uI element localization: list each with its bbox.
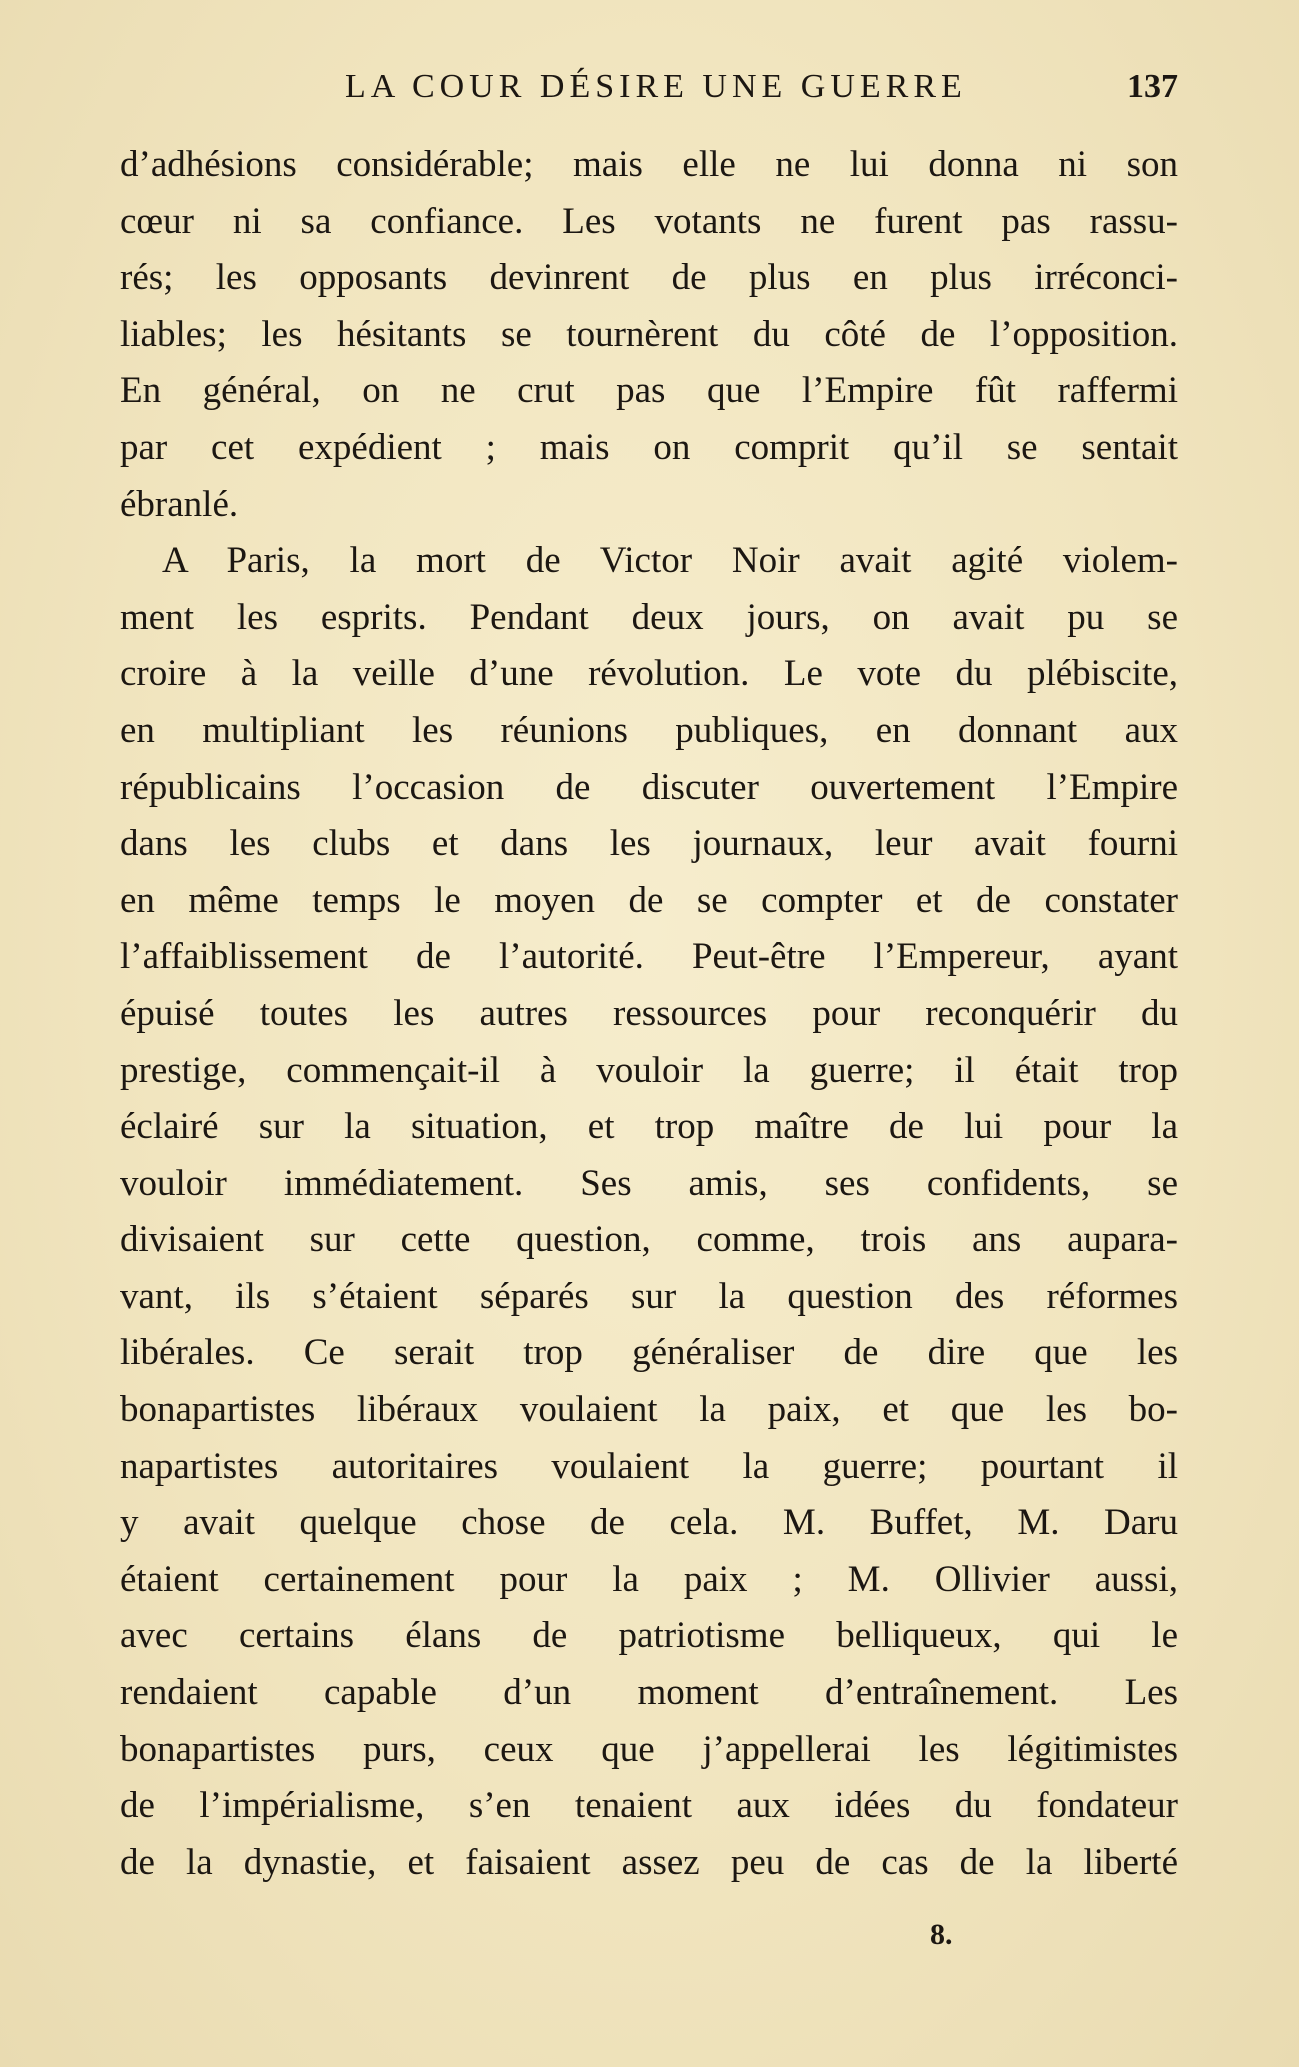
text-line: républicains l’occasion de discuter ouvertement l’Empire <box>120 766 1178 808</box>
text-line: épuisé toutes les autres ressources pour reconquérir du <box>120 992 1178 1034</box>
text-line: en même temps le moyen de se compter et de constater <box>120 879 1178 921</box>
text-line: croire à la veille d’une révolution. Le vote du plébiscite, <box>120 653 1178 695</box>
body-text <box>120 137 1178 1891</box>
text-line: dans les clubs et dans les journaux, leur avait fourni <box>120 823 1178 865</box>
text-line: En général, on ne crut pas que l’Empire fût raffermi <box>120 370 1178 412</box>
text-line: ébranlé. <box>120 483 239 525</box>
text-line: libérales. Ce serait trop généraliser de dire que les <box>120 1332 1178 1374</box>
text-line: bonapartistes libéraux voulaient la paix, et que les bo- <box>120 1389 1178 1431</box>
text-line: A Paris, la mort de Victor Noir avait agité violem- <box>162 540 1178 582</box>
text-line: de la dynastie, et faisaient assez peu de cas de la liberté <box>120 1841 1178 1883</box>
text-line: liables; les hésitants se tournèrent du côté de l’opposition. <box>120 313 1178 355</box>
text-line: de l’impérialisme, s’en tenaient aux idées du fondateur <box>120 1785 1178 1827</box>
text-line: prestige, commençait-il à vouloir la guerre; il était trop <box>120 1049 1178 1091</box>
text-line: vouloir immédiatement. Ses amis, ses confidents, se <box>120 1162 1178 1204</box>
text-line: y avait quelque chose de cela. M. Buffet, M. Daru <box>120 1502 1178 1544</box>
text-line: divisaient sur cette question, comme, trois ans aupara- <box>120 1219 1178 1261</box>
text-line: rendaient capable d’un moment d’entraînement. Les <box>120 1672 1178 1714</box>
text-line: éclairé sur la situation, et trop maître de lui pour la <box>120 1106 1178 1148</box>
text-line: vant, ils s’étaient séparés sur la question des réformes <box>120 1275 1178 1317</box>
text-line: avec certains élans de patriotisme belliqueux, qui le <box>120 1615 1178 1657</box>
text-line: napartistes autoritaires voulaient la guerre; pourtant il <box>120 1445 1178 1487</box>
text-line: rés; les opposants devinrent de plus en plus irréconci- <box>120 257 1178 299</box>
text-line: étaient certainement pour la paix ; M. Ollivier aussi, <box>120 1558 1178 1600</box>
text-line: l’affaiblissement de l’autorité. Peut-être l’Empereur, ayant <box>120 936 1178 978</box>
text-line: ment les esprits. Pendant deux jours, on avait pu se <box>120 596 1178 638</box>
signature-mark: 8. <box>930 1918 953 1951</box>
text-line: d’adhésions considérable; mais elle ne lui donna ni son <box>120 144 1178 185</box>
running-title: LA COUR DÉSIRE UNE GUERRE <box>345 68 967 105</box>
page-number: 137 <box>1127 68 1178 105</box>
text-line: cœur ni sa confiance. Les votants ne furent pas rassu- <box>120 200 1178 242</box>
text-line: par cet expédient ; mais on comprit qu’il se sentait <box>120 426 1178 468</box>
text-line: bonapartistes purs, ceux que j’appellerai les légitimistes <box>120 1728 1178 1770</box>
running-head <box>120 62 1178 112</box>
text-line: en multipliant les réunions publiques, en donnant aux <box>120 709 1178 751</box>
